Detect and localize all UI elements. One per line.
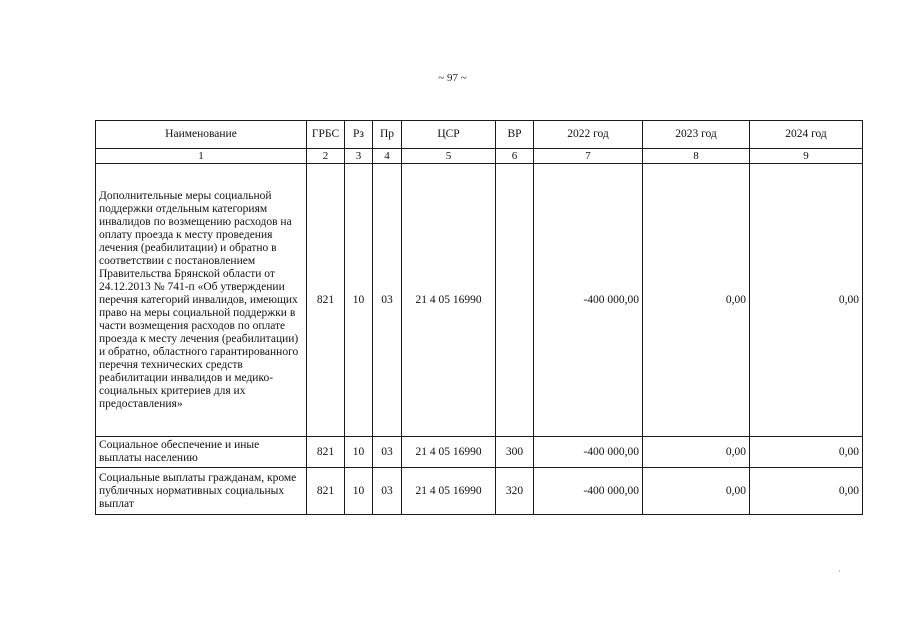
row-rz: 10	[345, 164, 373, 437]
column-number: 2	[307, 149, 345, 164]
row-csr: 21 4 05 16990	[402, 437, 496, 468]
row-vr: 320	[496, 468, 534, 515]
row-2022: -400 000,00	[534, 468, 643, 515]
row-name: Социальные выплаты гражданам, кроме публичных нормативных социальных выплат	[96, 468, 307, 515]
header-2024: 2024 год	[750, 121, 863, 149]
page-number: ~ 97 ~	[438, 72, 467, 84]
table-row	[96, 468, 863, 515]
row-name: Социальное обеспечение и иные выплаты населению	[96, 437, 307, 468]
row-vr	[496, 164, 534, 437]
row-2024: 0,00	[750, 468, 863, 515]
row-csr: 21 4 05 16990	[402, 468, 496, 515]
row-rz: 10	[345, 437, 373, 468]
header-grbs: ГРБС	[307, 121, 345, 149]
row-pr: 03	[373, 437, 402, 468]
header-vr: ВР	[496, 121, 534, 149]
column-number: 5	[402, 149, 496, 164]
column-number-row	[96, 149, 863, 164]
row-name: Дополнительные меры социальной поддержки отдельным категориям инвалидов по возмещению расходов на оплату проезда к месту проведения лечения (реабилитации) и обратно в соответствии с постановлением Правительства Брянской области от 24.12.2013 № 741-п «Об утверждении перечня категорий инвалидов, имеющих право на меры социальной поддержки в части возмещения расходов по оплате проезда к месту лечения (реабилитации) и обратно, областного гарантированного перечня технических средств реабилитации инвалидов и медико-социальных критериев для их предоставления»	[96, 164, 307, 437]
budget-table	[95, 120, 863, 515]
table-row	[96, 437, 863, 468]
row-vr: 300	[496, 437, 534, 468]
row-grbs: 821	[307, 468, 345, 515]
row-2022: -400 000,00	[534, 437, 643, 468]
header-row	[96, 121, 863, 149]
column-number: 6	[496, 149, 534, 164]
row-2023: 0,00	[643, 468, 750, 515]
row-pr: 03	[373, 468, 402, 515]
column-number: 1	[96, 149, 307, 164]
row-pr: 03	[373, 164, 402, 437]
row-2023: 0,00	[643, 164, 750, 437]
header-2023: 2023 год	[643, 121, 750, 149]
header-name: Наименование	[96, 121, 307, 149]
header-csr: ЦСР	[402, 121, 496, 149]
row-csr: 21 4 05 16990	[402, 164, 496, 437]
column-number: 9	[750, 149, 863, 164]
row-2024: 0,00	[750, 164, 863, 437]
header-rz: Рз	[345, 121, 373, 149]
row-2024: 0,00	[750, 437, 863, 468]
row-rz: 10	[345, 468, 373, 515]
scan-speck: ·	[838, 566, 841, 576]
header-2022: 2022 год	[534, 121, 643, 149]
row-grbs: 821	[307, 164, 345, 437]
table-row	[96, 164, 863, 437]
header-pr: Пр	[373, 121, 402, 149]
column-number: 4	[373, 149, 402, 164]
column-number: 3	[345, 149, 373, 164]
row-2022: -400 000,00	[534, 164, 643, 437]
column-number: 8	[643, 149, 750, 164]
row-2023: 0,00	[643, 437, 750, 468]
column-number: 7	[534, 149, 643, 164]
row-grbs: 821	[307, 437, 345, 468]
